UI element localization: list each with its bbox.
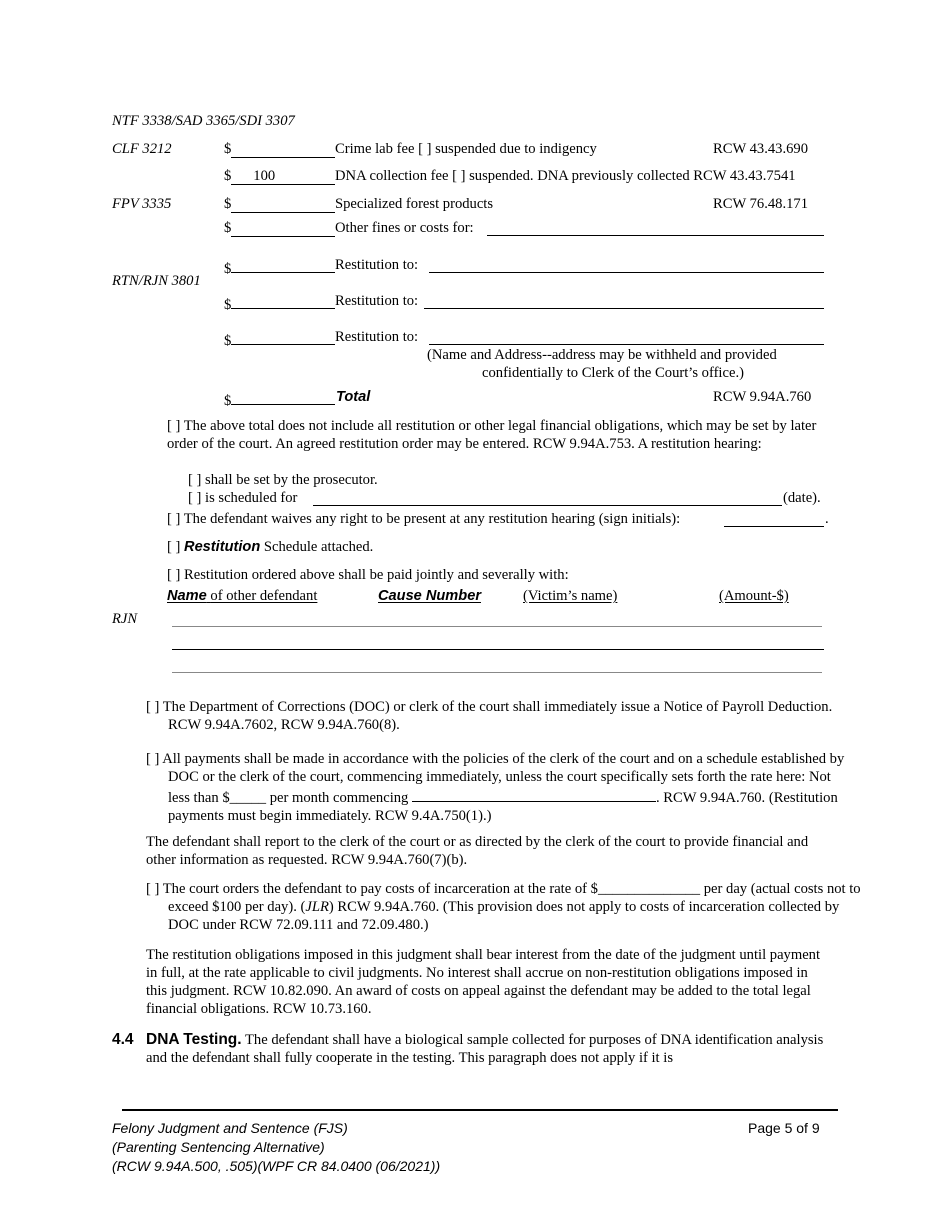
fee-amount[interactable]: $ [224,196,335,213]
header-name-bold: Name [167,588,207,604]
restitution-code: RTN/RJN 3801 [112,273,201,289]
fee-amount[interactable]: $ [224,141,335,158]
schedule-rest: Schedule attached. [263,539,374,555]
payroll-text[interactable]: [ ] The Department of Corrections (DOC) or clerk of the court shall immediately issue a Notice of Payroll Deduction. RCW 9.94A.7602, RCW 9.94A.760(8). [146,699,833,733]
rjn-label: RJN [112,611,138,627]
fee-description: Specialized forest products [335,196,494,212]
interest-text: The restitution obligations imposed in this judgment shall bear interest from the date of the judgment until payment in full, at the rate applicable to civil judgments. No interest shall accrue on non-restitution obligations imposed in this judgment. RCW 10.82.090. An award of costs on appeal against the defendant may be added to the total legal financial obligations. RCW 10.73.160. [146,947,821,1017]
restitution-schedule-checkbox[interactable] [167,539,373,556]
restitution-label: Restitution to: [335,329,419,345]
header-cause-number: Cause Number [378,588,481,604]
payments-text-2: . RCW 9.94A.760. (Restitution payments must begin immediately. RCW 9.4A.750(1).) [168,790,838,824]
section-text: The defendant shall have a biological sample collected for purposes of DNA identification analysis and the defendant shall fully cooperate in the testing. This paragraph does not apply if it is [146,1032,824,1066]
report-text: The defendant shall report to the clerk of the court or as directed by the clerk of the court to provide financial and other information as requested. RCW 9.94A.760(7)(b). [146,834,809,868]
name-address-note: (Name and Address--address may be withheld and provided [427,347,777,363]
section-number: 4.4 [112,1031,134,1048]
restitution-amount[interactable]: $ [224,293,335,314]
restitution-label: Restitution to: [335,293,419,309]
initials-field[interactable] [724,511,824,527]
fee-description: DNA collection fee [ ] suspended. DNA previously collected RCW 43.43.7541 [335,168,796,184]
incarceration-text-2: ) RCW 9.94A.760. (This provision does not apply to costs of incarceration collected by DOC under RCW 72.09.111 and 72.09.480.) [168,899,840,933]
date-label: (date). [783,490,821,506]
total-note: [ ] The above total does not include all restitution or other legal financial obligations, which may be set by later order of the court. An agreed restitution order may be entered. RCW 9.94A.753. A restitution hearing: [167,418,817,452]
restitution-to-field[interactable] [429,257,824,273]
commencing-field[interactable] [412,786,656,802]
total-amount[interactable]: $ [224,389,335,410]
defendant-line[interactable] [172,649,824,650]
restitution-label: Restitution to: [335,257,419,273]
footer-subtitle: (Parenting Sentencing Alternative) [112,1139,325,1155]
incarceration-text-1: [ ] The court orders the defendant to pay costs of incarceration at the rate of $______________ per day (actual costs not to exceed $100 per day). ( [146,881,861,915]
header-victim-name: (Victim’s name) [523,588,618,604]
schedule-bold: Restitution [184,539,261,555]
fee-code: CLF 3212 [112,141,172,157]
payments-text-1: [ ] All payments shall be made in accordance with the policies of the clerk of the court and on a schedule established by DOC or the clerk of the court, commencing immediately, unless the court specifically sets forth the rate here: Not less than $_____ per month commencing [146,751,845,806]
header-name-of-defendant [167,588,317,605]
restitution-to-field[interactable] [429,329,824,345]
total-label: Total [336,389,371,405]
fee-amount[interactable]: $ [224,220,335,237]
other-fines-field[interactable] [487,220,824,236]
page-number: Page 5 of 9 [748,1120,820,1136]
fee-rcw: RCW 43.43.690 [713,141,809,157]
header-amount: (Amount-$) [719,588,789,604]
fee-description: Crime lab fee [ ] suspended due to indigency [335,141,597,157]
waive-end: . [825,511,829,527]
hearing-option-prosecutor[interactable]: [ ] shall be set by the prosecutor. [188,472,378,488]
jointly-text[interactable]: [ ] Restitution ordered above shall be paid jointly and severally with: [167,567,569,583]
header-name-rest: of other defendant [210,588,318,604]
section-dna-testing [146,1031,836,1067]
section-title: DNA Testing. [146,1031,242,1048]
restitution-to-field[interactable] [424,293,824,309]
waive-text[interactable]: [ ] The defendant waives any right to be present at any restitution hearing (sign initials): [167,511,681,527]
restitution-amount[interactable]: $ [224,257,335,278]
fee-code: FPV 3335 [112,196,172,212]
total-rcw: RCW 9.94A.760 [713,389,812,405]
hearing-option-scheduled[interactable]: [ ] is scheduled for [188,490,298,506]
incarceration-jlr: JLR [305,899,329,915]
restitution-amount[interactable]: $ [224,329,335,350]
defendant-line[interactable] [172,672,822,673]
incarceration-text[interactable] [146,880,868,934]
defendant-line[interactable] [172,626,822,627]
fee-amount[interactable]: $ 100 [224,168,335,185]
header-code: NTF 3338/SAD 3365/SDI 3307 [112,113,295,129]
payments-text[interactable] [146,750,848,825]
hearing-date-field[interactable] [313,490,782,506]
fee-description: Other fines or costs for: [335,220,474,236]
footer-divider [122,1109,838,1111]
footer-form-number: (RCW 9.94A.500, .505)(WPF CR 84.0400 (06/2021)) [112,1158,441,1174]
footer-title: Felony Judgment and Sentence (FJS) [112,1120,348,1136]
schedule-box: [ ] [167,539,181,555]
name-address-note: confidentially to Clerk of the Court’s office.) [482,365,744,381]
fee-rcw: RCW 76.48.171 [713,196,809,212]
